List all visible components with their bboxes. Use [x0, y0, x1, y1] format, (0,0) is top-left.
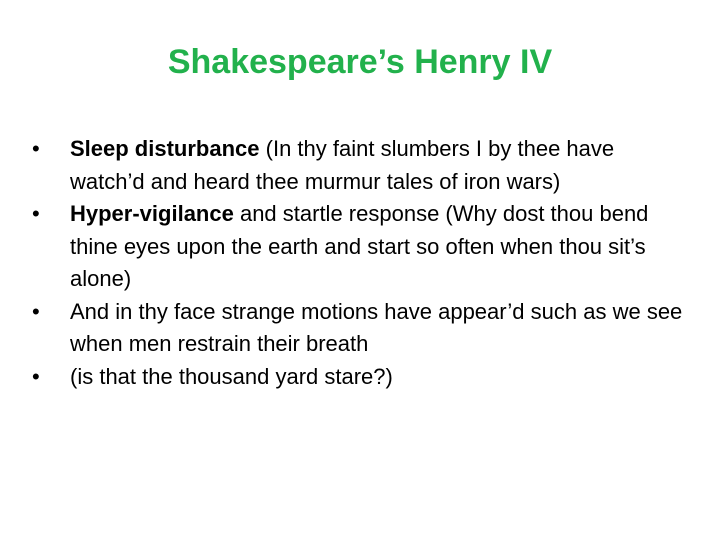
bullet-dot-icon: • [32, 201, 40, 226]
bullet-dot-icon: • [32, 298, 40, 324]
bullet-text: and startle response (Why dost thou bend thine eyes upon the earth and start so often when thou sit’s alone) [70, 201, 649, 291]
bullet-list [32, 133, 684, 393]
bullet-text: (In thy faint slumbers I by thee have watch’d and heard thee murmur tales of iron wars) [70, 136, 615, 194]
bullet-text: (is that the thousand yard stare?) [70, 363, 393, 389]
bullet-lead-term: Sleep disturbance [70, 136, 260, 161]
bullet-dot-icon: • [32, 363, 40, 389]
bullet-item [32, 198, 684, 296]
bullet-item [32, 133, 684, 198]
bullet-item [32, 361, 684, 394]
bullet-lead-term: Hyper-vigilance [70, 201, 234, 226]
bullet-dot-icon: • [32, 136, 40, 161]
slide-title: Shakespeare’s Henry IV [167, 43, 553, 81]
bullet-text: And in thy face strange motions have appear’d such as we see when men restrain their breath [70, 298, 683, 356]
bullet-item [32, 296, 684, 361]
